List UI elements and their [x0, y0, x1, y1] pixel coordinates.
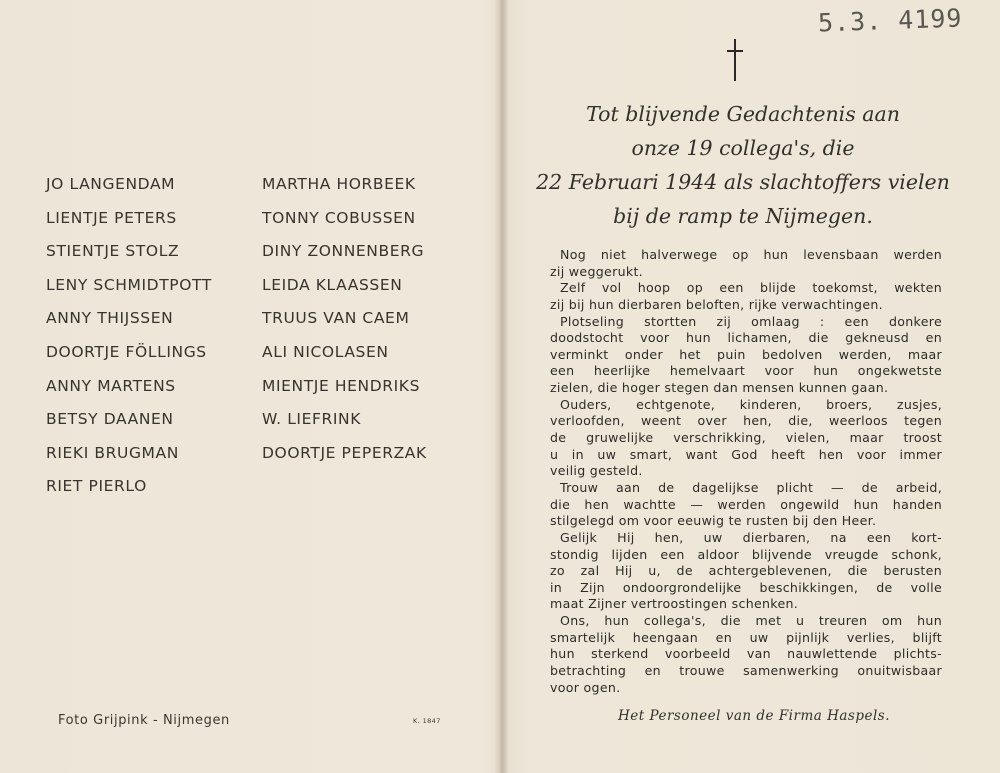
- victim-name: LIENTJE PETERS: [46, 208, 177, 227]
- names-column-left: [46, 168, 212, 504]
- victim-name: RIEKI BRUGMAN: [46, 443, 179, 462]
- text-line: smartelijk heengaan en uw pijnlijk verlies, blijft: [550, 629, 942, 645]
- text-line: Ons, hun collega's, die met u treuren om hun: [560, 613, 942, 629]
- cross-icon: [727, 39, 743, 81]
- photo-credit: Foto Grijpink - Nijmegen: [58, 713, 230, 728]
- print-code: K. 1847: [413, 717, 441, 725]
- heading-line: 22 Februari 1944 als slachtoffers vielen: [536, 170, 950, 194]
- victim-name: STIENTJE STOLZ: [46, 242, 180, 261]
- memorial-heading: [528, 97, 958, 233]
- text-line: u in uw smart, want God heeft hen voor immer: [550, 446, 942, 462]
- text-line: Zelf vol hoop op een blijde toekomst, wekten: [560, 280, 942, 296]
- handwritten-note: 5.3. 4199: [817, 3, 963, 38]
- victim-name: DINY ZONNENBERG: [262, 242, 425, 261]
- victim-name: ANNY THIJSSEN: [46, 309, 174, 328]
- text-line: stondig lijden een aldoor blijvende vreugde schonk,: [550, 546, 942, 562]
- names-column-right: [262, 168, 427, 470]
- text-line: voor ogen.: [550, 679, 621, 695]
- victim-name: TRUUS VAN CAEM: [262, 309, 410, 328]
- victim-name: JO LANGENDAM: [46, 175, 176, 193]
- text-line: maat Zijner vertroostingen schenken.: [550, 596, 799, 612]
- text-line: stilgelegd om voor eeuwig te rusten bij den Heer.: [550, 513, 877, 529]
- right-panel: [508, 0, 1000, 773]
- heading-line: onze 19 collega's, die: [631, 136, 855, 160]
- victim-name: ALI NICOLASEN: [262, 342, 389, 361]
- text-line: betrachting en trouwe samenwerking onuitwisbaar: [550, 663, 942, 679]
- text-line: zo zal Hij u, de achtergeblevenen, die berusten: [550, 563, 942, 579]
- text-line: veilig gesteld.: [550, 463, 643, 479]
- victim-name: BETSY DAANEN: [46, 410, 174, 429]
- text-line: doodstocht voor hun lichamen, die gekneusd en: [550, 330, 942, 346]
- victim-name: DOORTJE FÖLLINGS: [46, 342, 207, 361]
- text-line: Ouders, echtgenote, kinderen, broers, zusjes,: [560, 396, 942, 412]
- text-line: Nog niet halverwege op hun levensbaan werden: [560, 247, 942, 262]
- signature: Het Personeel van de Firma Haspels.: [618, 708, 891, 724]
- victim-name: MIENTJE HENDRIKS: [262, 376, 421, 395]
- heading-line: bij de ramp te Nijmegen.: [613, 204, 873, 228]
- text-line: Gelijk Hij hen, uw dierbaren, na een kort-: [560, 529, 942, 545]
- text-line: zij weggerukt.: [550, 263, 643, 279]
- text-line: verloofden, weent over hen, die, weerloos tegen: [550, 413, 942, 429]
- memorial-text: [550, 247, 942, 696]
- victim-name: ANNY MARTENS: [46, 376, 176, 395]
- text-line: de gruwelijke verschrikking, vielen, maar troost: [550, 430, 942, 446]
- card-fold: [494, 0, 508, 773]
- text-line: een heerlijke hemelvaart voor hun ongekwetste: [550, 363, 942, 379]
- victim-name: DOORTJE PEPERZAK: [262, 443, 427, 462]
- text-line: Trouw aan de dagelijkse plicht — de arbeid,: [560, 479, 942, 495]
- text-line: in Zijn ondoorgrondelijke beschikkingen, de volle: [550, 579, 942, 595]
- text-line: zielen, die hoger stegen dan mensen kunnen gaan.: [550, 380, 889, 396]
- victim-name: MARTHA HORBEEK: [262, 175, 416, 193]
- victim-name: LEIDA KLAASSEN: [262, 275, 403, 294]
- victim-name: LENY SCHMIDTPOTT: [46, 275, 212, 294]
- victim-name: W. LIEFRINK: [262, 410, 362, 429]
- text-line: die hen wachtte — werden ongewild hun handen: [550, 496, 942, 512]
- heading-line: Tot blijvende Gedachtenis aan: [586, 102, 900, 126]
- text-line: verminkt onder het puin bedolven werden, maar: [550, 346, 942, 362]
- victim-name: RIET PIERLO: [46, 477, 147, 496]
- victim-name: TONNY COBUSSEN: [262, 208, 416, 227]
- text-line: zij bij hun dierbaren beloften, rijke verwachtingen.: [550, 296, 883, 312]
- text-line: Plotseling stortten zij omlaag : een donkere: [560, 313, 942, 329]
- text-line: hun sterkend voorbeeld van nauwlettende plichts-: [550, 646, 942, 662]
